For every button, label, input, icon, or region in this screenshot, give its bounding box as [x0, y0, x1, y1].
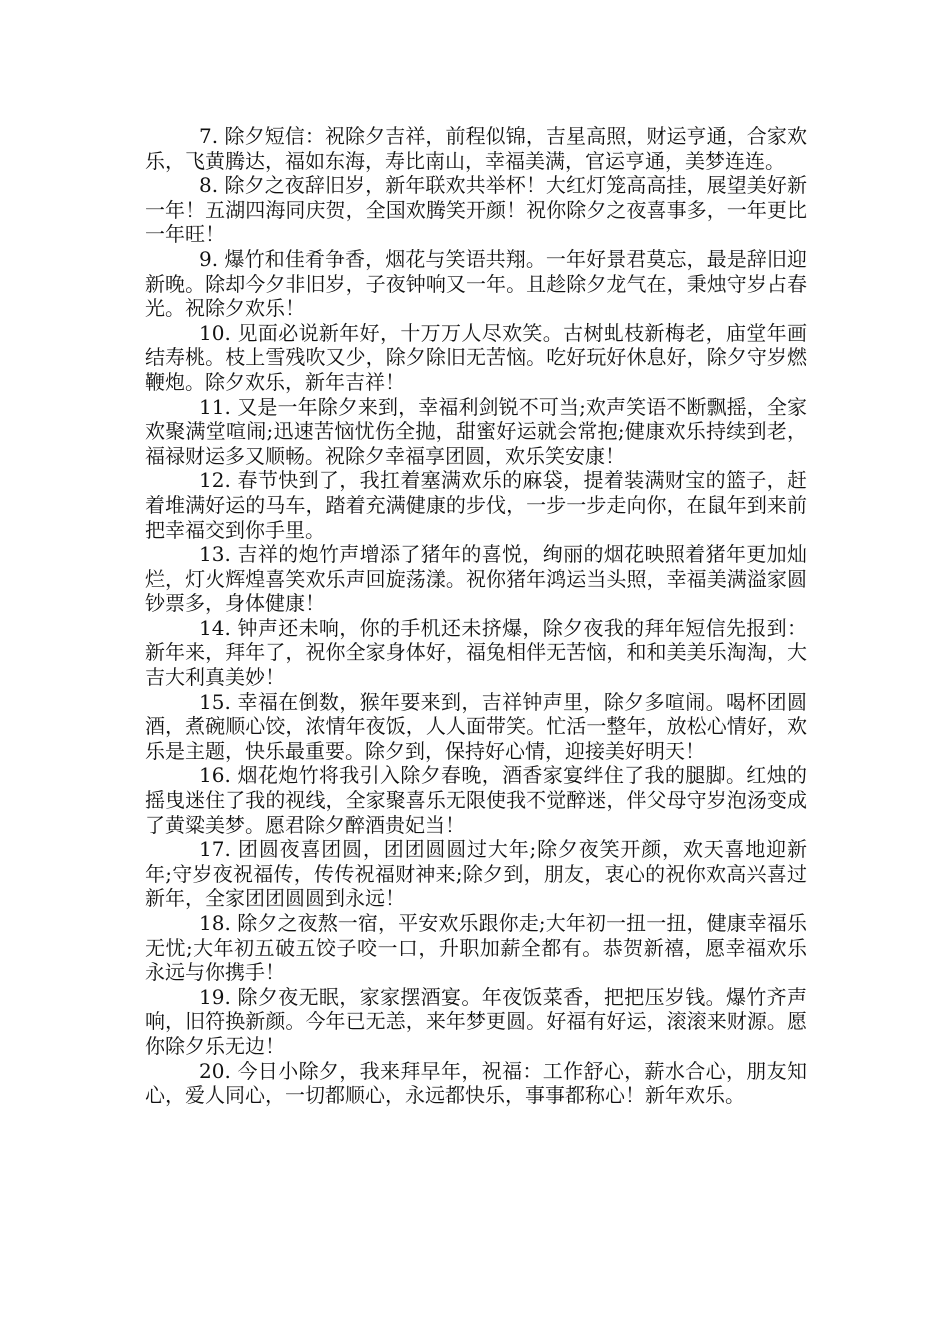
paragraph-16: 16. 烟花炮竹将我引入除夕春晚，酒香家宴绊住了我的腿脚。红烛的摇曳迷住了我的视线，全家聚喜乐无限使我不觉醉迷，伴父母守岁泡汤变成了黄粱美梦。愿君除夕醉酒贵妃当！ — [145, 763, 807, 837]
paragraph-20: 20. 今日小除夕，我来拜早年，祝福：工作舒心，薪水合心，朋友知心，爱人同心，一切都顺心，永远都快乐，事事都称心！新年欢乐。 — [145, 1058, 807, 1108]
paragraph-8: 8. 除夕之夜辞旧岁，新年联欢共举杯！大红灯笼高高挂，展望美好新一年！五湖四海同庆贺，全国欢腾笑开颜！祝你除夕之夜喜事多，一年更比一年旺！ — [145, 173, 807, 247]
paragraph-12: 12. 春节快到了，我扛着塞满欢乐的麻袋，提着装满财宝的篮子，赶着堆满好运的马车，踏着充满健康的步伐，一步一步走向你，在鼠年到来前把幸福交到你手里。 — [145, 468, 807, 542]
paragraph-18: 18. 除夕之夜熬一宿，平安欢乐跟你走;大年初一扭一扭，健康幸福乐无忧;大年初五破五饺子咬一口，升职加薪全都有。恭贺新禧，愿幸福欢乐永远与你携手！ — [145, 911, 807, 985]
paragraph-15: 15. 幸福在倒数，猴年要来到，吉祥钟声里，除夕多喧闹。喝杯团圆酒，煮碗顺心饺，浓情年夜饭，人人面带笑。忙活一整年，放松心情好，欢乐是主题，快乐最重要。除夕到，保持好心情，迎接美好明天！ — [145, 689, 807, 763]
paragraph-11: 11. 又是一年除夕来到，幸福利剑锐不可当;欢声笑语不断飘摇，全家欢聚满堂喧闹;迅速苦恼忧伤全抛，甜蜜好运就会常抱;健康欢乐持续到老，福禄财运多又顺畅。祝除夕幸福享团圆，欢乐笑安康！ — [145, 394, 807, 468]
paragraph-7: 7. 除夕短信：祝除夕吉祥，前程似锦，吉星高照，财运亨通，合家欢乐，飞黄腾达，福如东海，寿比南山，幸福美满，官运亨通，美梦连连。 — [145, 124, 807, 173]
paragraph-10: 10. 见面必说新年好，十万万人尽欢笑。古树虬枝新梅老，庙堂年画结寿桃。枝上雪残吹又少，除夕除旧无苦恼。吃好玩好休息好，除夕守岁燃鞭炮。除夕欢乐，新年吉祥！ — [145, 320, 807, 394]
document-body — [145, 124, 807, 1108]
paragraph-9: 9. 爆竹和佳肴争香，烟花与笑语共翔。一年好景君莫忘，最是辞旧迎新晚。除却今夕非旧岁，子夜钟响又一年。且趁除夕龙气在，秉烛守岁占春光。祝除夕欢乐！ — [145, 246, 807, 321]
paragraph-17: 17. 团圆夜喜团圆，团团圆圆过大年;除夕夜笑开颜，欢天喜地迎新年;守岁夜祝福传，传传祝福财神来;除夕到，朋友，衷心的祝你欢高兴喜过新年，全家团团圆圆到永远！ — [145, 837, 807, 911]
paragraph-14: 14. 钟声还未响，你的手机还未挤爆，除夕夜我的拜年短信先报到：新年来，拜年了，祝你全家身体好，福兔相伴无苦恼，和和美美乐淘淘，大吉大利真美妙！ — [145, 615, 807, 690]
paragraph-19: 19. 除夕夜无眠，家家摆酒宴。年夜饭菜香，把把压岁钱。爆竹齐声响，旧符换新颜。今年已无恙，来年梦更圆。好福有好运，滚滚来财源。愿你除夕乐无边！ — [145, 984, 807, 1058]
paragraph-13: 13. 吉祥的炮竹声增添了猪年的喜悦，绚丽的烟花映照着猪年更加灿烂，灯火辉煌喜笑欢乐声回旋荡漾。祝你猪年鸿运当头照，幸福美满溢家圆钞票多，身体健康！ — [145, 542, 807, 616]
